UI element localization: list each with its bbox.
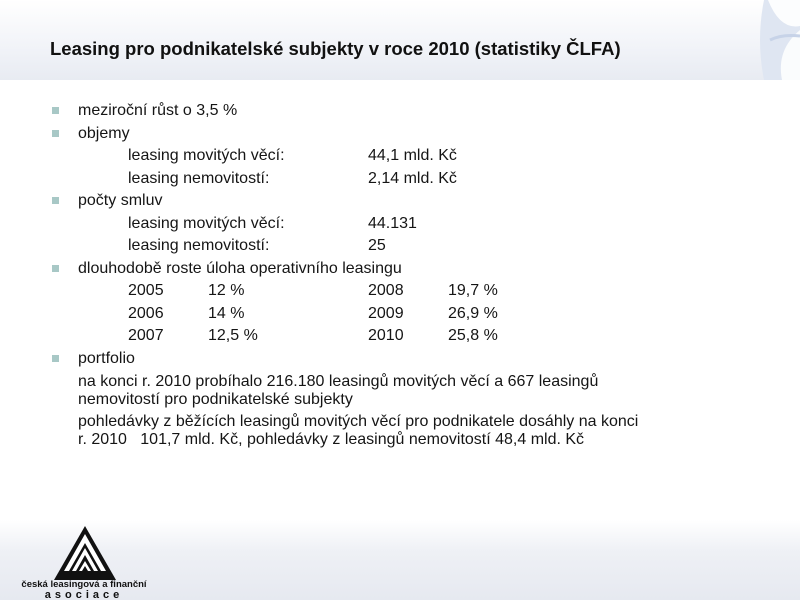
slide-content bbox=[52, 100, 772, 449]
bullet-contracts: počty smluv bbox=[52, 190, 772, 213]
operative-row bbox=[52, 303, 772, 326]
volumes-label: leasing nemovitostí: bbox=[128, 169, 270, 187]
slide-title: Leasing pro podnikatelské subjekty v roce 2010 (statistiky ČLFA) bbox=[50, 38, 621, 59]
operative-row bbox=[52, 325, 772, 348]
operative-year: 2010 bbox=[368, 327, 404, 344]
contracts-value: 44.131 bbox=[368, 214, 417, 232]
operative-year: 2007 bbox=[128, 327, 164, 344]
contracts-value: 25 bbox=[368, 237, 386, 254]
contracts-label: leasing movitých věcí: bbox=[128, 214, 285, 232]
operative-share: 19,7 % bbox=[448, 282, 498, 299]
operative-share: 26,9 % bbox=[448, 304, 498, 322]
contracts-label: leasing nemovitostí: bbox=[128, 237, 270, 254]
contracts-row bbox=[52, 213, 772, 236]
portfolio-paragraph-receivables bbox=[52, 413, 772, 449]
logo-text: asociace bbox=[44, 589, 124, 601]
paragraph-line: r. 2010 101,7 mld. Kč, pohledávky z leasingů nemovitostí 48,4 mld. Kč bbox=[78, 431, 585, 448]
corner-decoration bbox=[720, 0, 800, 80]
volumes-label: leasing movitých věcí: bbox=[128, 147, 285, 164]
volumes-value: 2,14 mld. Kč bbox=[368, 169, 457, 187]
operative-year: 2008 bbox=[368, 282, 404, 299]
clfa-logo bbox=[14, 526, 154, 601]
operative-share: 12 % bbox=[208, 282, 245, 299]
volumes-value: 44,1 mld. Kč bbox=[368, 147, 457, 164]
bullet-operative-leasing: dlouhodobě roste úloha operativního leasingu bbox=[52, 258, 772, 281]
paragraph-line: na konci r. 2010 probíhalo 216.180 leasingů movitých věcí a 667 leasingů bbox=[78, 373, 599, 390]
paragraph-line: nemovitostí pro podnikatelské subjekty bbox=[78, 391, 353, 408]
volumes-row bbox=[52, 168, 772, 191]
operative-share: 14 % bbox=[208, 304, 245, 322]
operative-share: 25,8 % bbox=[448, 327, 498, 344]
logo-text: česká leasingová a finanční bbox=[21, 579, 147, 590]
volumes-row bbox=[52, 145, 772, 168]
operative-share: 12,5 % bbox=[208, 327, 258, 344]
bullet-portfolio: portfolio bbox=[52, 348, 772, 371]
paragraph-line: pohledávky z běžících leasingů movitých věcí pro podnikatele dosáhly na konci bbox=[78, 413, 639, 430]
logo-mark-icon bbox=[54, 526, 116, 580]
operative-year: 2009 bbox=[368, 304, 404, 322]
portfolio-paragraph-contracts bbox=[52, 373, 772, 409]
slide-header bbox=[0, 0, 800, 80]
operative-year: 2006 bbox=[128, 304, 164, 322]
bullet-growth: meziroční růst o 3,5 % bbox=[52, 100, 772, 123]
operative-row bbox=[52, 280, 772, 303]
contracts-row bbox=[52, 235, 772, 258]
operative-year: 2005 bbox=[128, 282, 164, 299]
bullet-volumes: objemy bbox=[52, 123, 772, 146]
